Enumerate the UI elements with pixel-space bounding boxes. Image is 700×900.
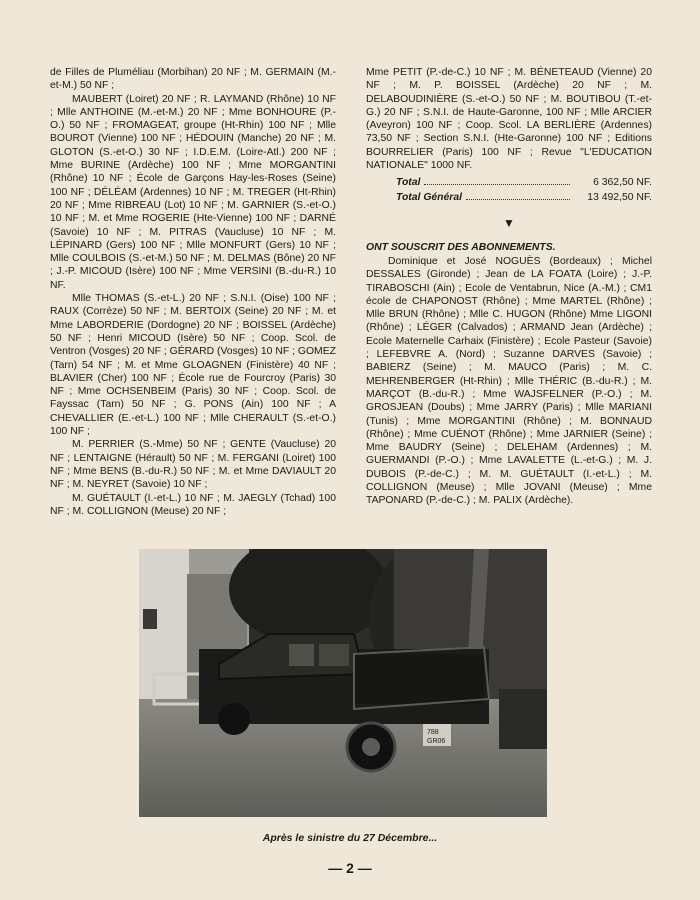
leader-dots	[424, 175, 570, 185]
left-column	[50, 66, 336, 518]
right-column	[366, 66, 652, 508]
page-number: — 2 —	[328, 860, 372, 876]
grand-total-label: Total Général	[396, 192, 463, 204]
subscriptions-paragraph: Dominique et José NOGUÈS (Bordeaux) ; Michel DESSALES (Gironde) ; Jean de LA FOATA (Loire) ; J.-P. TIRABOSCHI (Ain) ; Ecole de Ventabrun, Nice (A.-M.) ; CM1 école de CHAPONOST (Rhône) ; Mme MARTEL (Rhône) ; Mlle BRUN (Rhône) ; Mlle C. HUGON (Rhône) Mme LIGONI (Rhône) ; LÉGER (Calvados) ; ARMAND Jean (Ardèche) ; Ecole Maternelle Carhaix (Finistère) ; Ecole Pasteur (Savoie) ; LEFEBVRE A. (Nord) ; Suzanne DARVES (Savoie) ; BABIERZ (Seine) ; M. MAUCO (Paris) ; M. C. MEHRENBERGER (Ht-Rhin) ; Mlle THÉRIC (B.-du-R.) ; M. MARÇOT (B.-du-R.) ; Mme WAJSFELNER (P.-O.) ; M. GROSJEAN (Doubs) ; Mme JARRY (Paris) ; Mlle MARIANI (Tunis) ; Mme MORGANTINI (Rhône) ; M. BONNAUD (Rhône) ; Mme CUÉNOT (Rhône) ; Mme JARNIER (Seine) ; Mme BAUDRY (Seine) ; DELEHAM (Ardennes) ; M. GUERMANDI (P.-O.) ; Mme LAVALETTE (L.-et-G.) ; M. J. DUBOIS (P.-de-C.) ; M. M. GUÉTAULT (I.-et-L.) ; M. COLLIGNON (Meuse) ; Mlle JOVANI (Meuse) ; Mme TAPONARD (P.-de-C.) ; M. PALIX (Ardèche).	[366, 255, 652, 507]
left-paragraph-2: MAUBERT (Loiret) 20 NF ; R. LAYMAND (Rhône) 10 NF ; Mlle ANTHOINE (M.-et-M.) 20 NF ; Mme BONHOURE (P.-O.) 50 NF ; FROMAGEAT, groupe (Ht-Rhin) 100 NF ; Mlle BOUROT (Vienne) 100 NF ; HÉDOUIN (Manche) 20 NF ; M. GLOTON (S.-et-O.) 30 NF ; I.D.E.M. (Loire-Atl.) 200 NF ; Mme BURINE (Ardèche) 100 NF ; Mme MORGANTINI (Rhône) 10 NF ; École de Garçons Hay-les-Roses (Seine) 100 NF ; DÉLÉAM (Ardennes) 10 NF ; M. TREGER (Ht-Rhin) 20 NF ; Mme RIBREAU (Lot) 10 NF ; M. GARNIER (S.-et-O.) 10 NF ; M. et Mme ROGERIE (Hte-Vienne) 100 NF ; DARNÉ (Savoie) 10 NF ; M. PITRAS (Vaucluse) 10 NF ; M. LÉPINARD (Gers) 100 NF ; Mlle MONFURT (Gers) 10 NF ; Mlle COULBOIS (S.-et-M.) 50 NF ; M. DELMAS (Bône) 20 NF ; J.-P. MICOUD (Isère) 100 NF ; Mme VERSINI (B.-du-R.) 10 NF.	[50, 93, 336, 291]
subscriptions-heading: ONT SOUSCRIT DES ABONNEMENTS.	[366, 241, 556, 253]
total-label: Total	[396, 177, 421, 189]
total-row	[366, 175, 652, 190]
right-intro-paragraph: Mme PETIT (P.-de-C.) 10 NF ; M. BÉNETEAUD (Vienne) 20 NF ; M. P. BOISSEL (Ardèche) 20 NF ; M. DELABOUDINIÈRE (S.-et-O.) 50 NF ; M. BOUTIBOU (T.-et-G.) 20 NF ; S.N.I. de Haute-Garonne, 100 NF ; Mlle ARCIER (Aveyron) 100 NF ; Coop. Scol. LA BERLIÈRE (Ardennes) 73,50 NF ; Section S.N.I. (Hte-Garonne) 100 NF ; Editions BOURRELIER (Paris) 100 NF ; Revue "L'EDUCATION NATIONALE" 1000 NF.	[366, 67, 652, 172]
left-paragraph-5: M. GUÉTAULT (I.-et-L.) 10 NF ; M. JAEGLY (Tchad) 100 NF ; M. COLLIGNON (Meuse) 20 NF ;	[50, 492, 336, 517]
grand-total-value: 13 492,50 NF.	[587, 192, 652, 204]
left-paragraph-4: M. PERRIER (S.-Mme) 50 NF ; GENTE (Vaucluse) 20 NF ; LENTAIGNE (Hérault) 50 NF ; M. FERGANI (Loiret) 100 NF ; Mme BENS (B.-du-R.) 50 NF ; M. et Mme DAVIAULT 20 NF ; M. NEYRET (Savoie) 10 NF ;	[50, 439, 336, 491]
down-arrow-icon: ▼	[503, 216, 515, 231]
burnt-van-photo	[139, 549, 547, 817]
left-paragraph-3: Mlle THOMAS (S.-et-L.) 20 NF ; S.N.I. (Oise) 100 NF ; RAUX (Corrèze) 50 NF ; M. BERTOIX (Seine) 20 NF ; M. et Mme LABORDERIE (Dordogne) 20 NF ; BOISSEL (Ardèche) 50 NF ; Henri MICOUD (Isère) 50 NF ; Coop. Scol. de Ventron (Vosges) 20 NF ; GÉRARD (Vosges) 10 NF ; GOMEZ (Tarn) 54 NF ; M. et Mme GLOAGNEN (Finistère) 40 NF ; BLAVIER (Cher) 100 NF ; École rue de Fourcroy (Paris) 30 NF ; Mme OCHSENBEIM (Paris) 30 NF ; Coop. Scol. de Fayssac (Tarn) 50 NF ; G. PONS (Ain) 100 NF ; A CHEVALLIER (E.-et-L.) 100 NF ; Mlle CHERAULT (S.-et-O.) 100 NF ;	[50, 293, 336, 438]
totals-block	[366, 175, 652, 205]
left-paragraph-1: de Filles de Pluméliau (Morbihan) 20 NF ; M. GERMAIN (M.-et-M.) 50 NF ;	[50, 67, 336, 92]
grand-total-row	[366, 190, 652, 205]
plate-text-top: 788	[427, 729, 439, 736]
photo-caption: Après le sinistre du 27 Décembre...	[262, 832, 438, 844]
total-value: 6 362,50 NF.	[593, 177, 652, 189]
leader-dots	[466, 190, 570, 200]
plate-text-bottom: GR06	[427, 738, 446, 745]
